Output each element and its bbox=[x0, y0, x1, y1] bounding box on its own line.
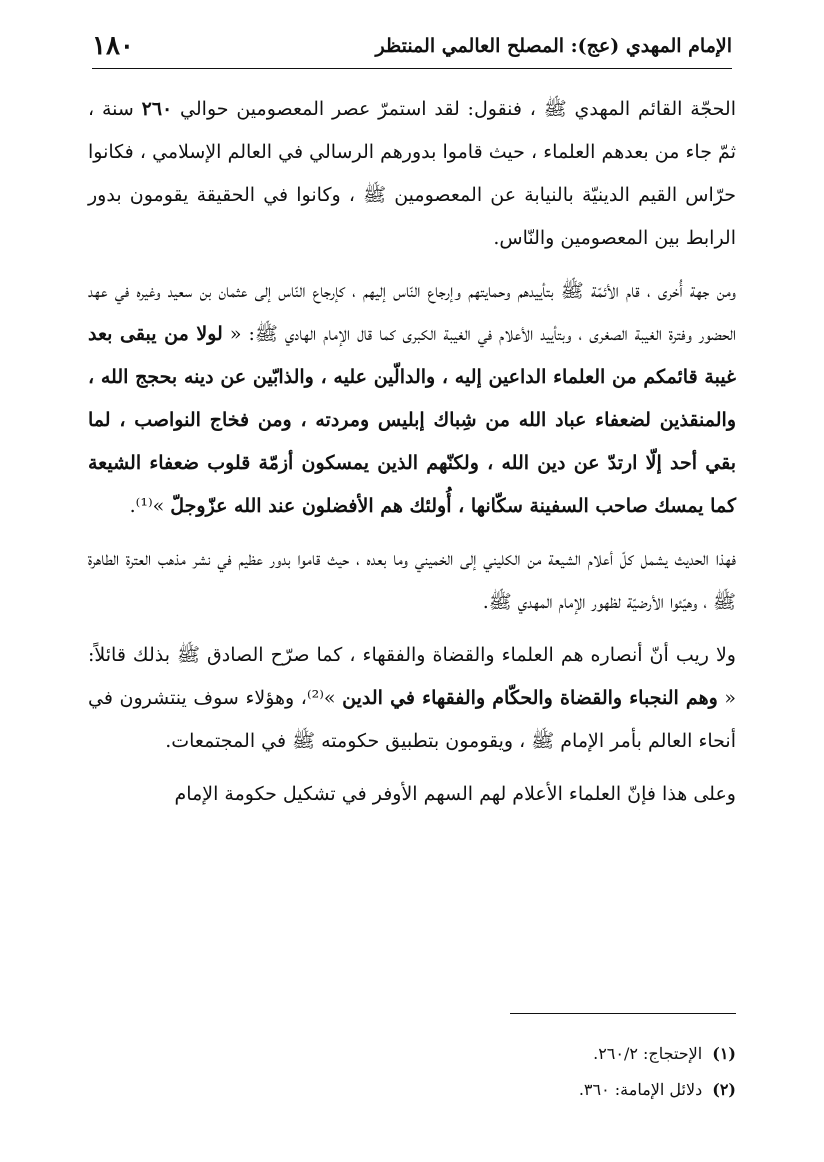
text-run: »⁽¹⁾. bbox=[129, 495, 171, 517]
text-run: ولا ريب أنّ أنصاره هم العلماء والقضاة والفقهاء ، كما صرّح الصادق ﷺ بذلك قائلاً: « bbox=[88, 644, 736, 709]
footnote bbox=[88, 1072, 736, 1108]
footnote-divider bbox=[510, 1013, 736, 1014]
paragraph bbox=[88, 270, 736, 528]
text-run-bold: ٢٦٠ bbox=[141, 98, 173, 120]
footnote-text: دلائل الإمامة: ٣٦٠. bbox=[578, 1080, 703, 1099]
paragraph bbox=[88, 773, 736, 816]
running-title: الإمام المهدي (عج): المصلح العالمي المنتظر bbox=[375, 35, 732, 57]
footnote-number: (٢) bbox=[712, 1080, 736, 1099]
text-run: وعلى هذا فإنّ العلماء الأعلام لهم السهم الأوفر في تشكيل حكومة الإمام bbox=[174, 783, 736, 805]
text-run: سنة ، ثمّ جاء من بعدهم العلماء ، حيث قاموا بدورهم الرسالي في العالم الإسلامي ، فكانوا حرّاس القيم الدينيّة بالنيابة عن المعصومين ﷺ ، وكانوا في الحقيقة يقومون بدور الرابط بين المعصومين والنّاس. bbox=[88, 98, 736, 249]
body-text bbox=[88, 88, 736, 826]
hadith-quote: لولا من يبقى بعد غيبة قائمكم من العلماء الداعين إليه ، والدالّين عليه ، والذابّين عن دينه بحجج الله ، والمنقذين لضعفاء عباد الله من شِباك إبليس ومردته ، ومن فخاج النواصب ، لما بقي أحد إلّا ارتدّ عن دين الله ، ولكنّهم الذين يمسكون أزمّة قلوب ضعفاء الشيعة كما يمسك صاحب السفينة سكّانها ، أُولئك هم الأفضلون عند الله عزّوجلّ bbox=[88, 323, 736, 517]
paragraph bbox=[88, 88, 736, 260]
footnote bbox=[88, 1036, 736, 1072]
text-run: ومن جهة أُخرى ، قام الأئمّة ﷺ بتأييدهم وحمايتهم وإرجاع النّاس إليهم ، كإرجاع النّاس إلى عثمان بن سعيد وغيره في عهد الحضور وفترة الغيبة الصغرى ، وبتأييد الأعلام في الغيبة الكبرى كما قال الإمام الهادي ﷺ: « bbox=[88, 280, 736, 345]
text-run: »⁽²⁾، وهؤلاء سوف ينتشرون في أنحاء العالم بأمر الإمام ﷺ ، ويقومون بتطبيق حكومته ﷺ في المجتمعات. bbox=[88, 687, 736, 752]
hadith-quote: وهم النجباء والقضاة والحكّام والفقهاء في الدين bbox=[342, 687, 718, 709]
footnote-number: (١) bbox=[712, 1044, 736, 1063]
page-number: ١٨٠ bbox=[92, 31, 134, 61]
footnote-text: الإحتجاج: ٢٦٠/٢. bbox=[593, 1044, 703, 1063]
footnotes bbox=[88, 1036, 736, 1108]
paragraph bbox=[88, 634, 736, 763]
paragraph bbox=[88, 538, 736, 624]
page-header bbox=[92, 24, 732, 69]
text-run: فهذا الحديث يشمل كلّ أعلام الشيعة من الكليني إلى الخميني وما بعده ، حيث قاموا بدور عظيم في نشر مذهب العترة الطاهرة ﷺ ، وهيّئوا الأرضيّة لظهور الإمام المهدي ﷺ. bbox=[88, 548, 736, 613]
text-run: الحجّة القائم المهدي ﷺ ، فنقول: لقد استمرّ عصر المعصومين حوالي bbox=[172, 98, 736, 120]
